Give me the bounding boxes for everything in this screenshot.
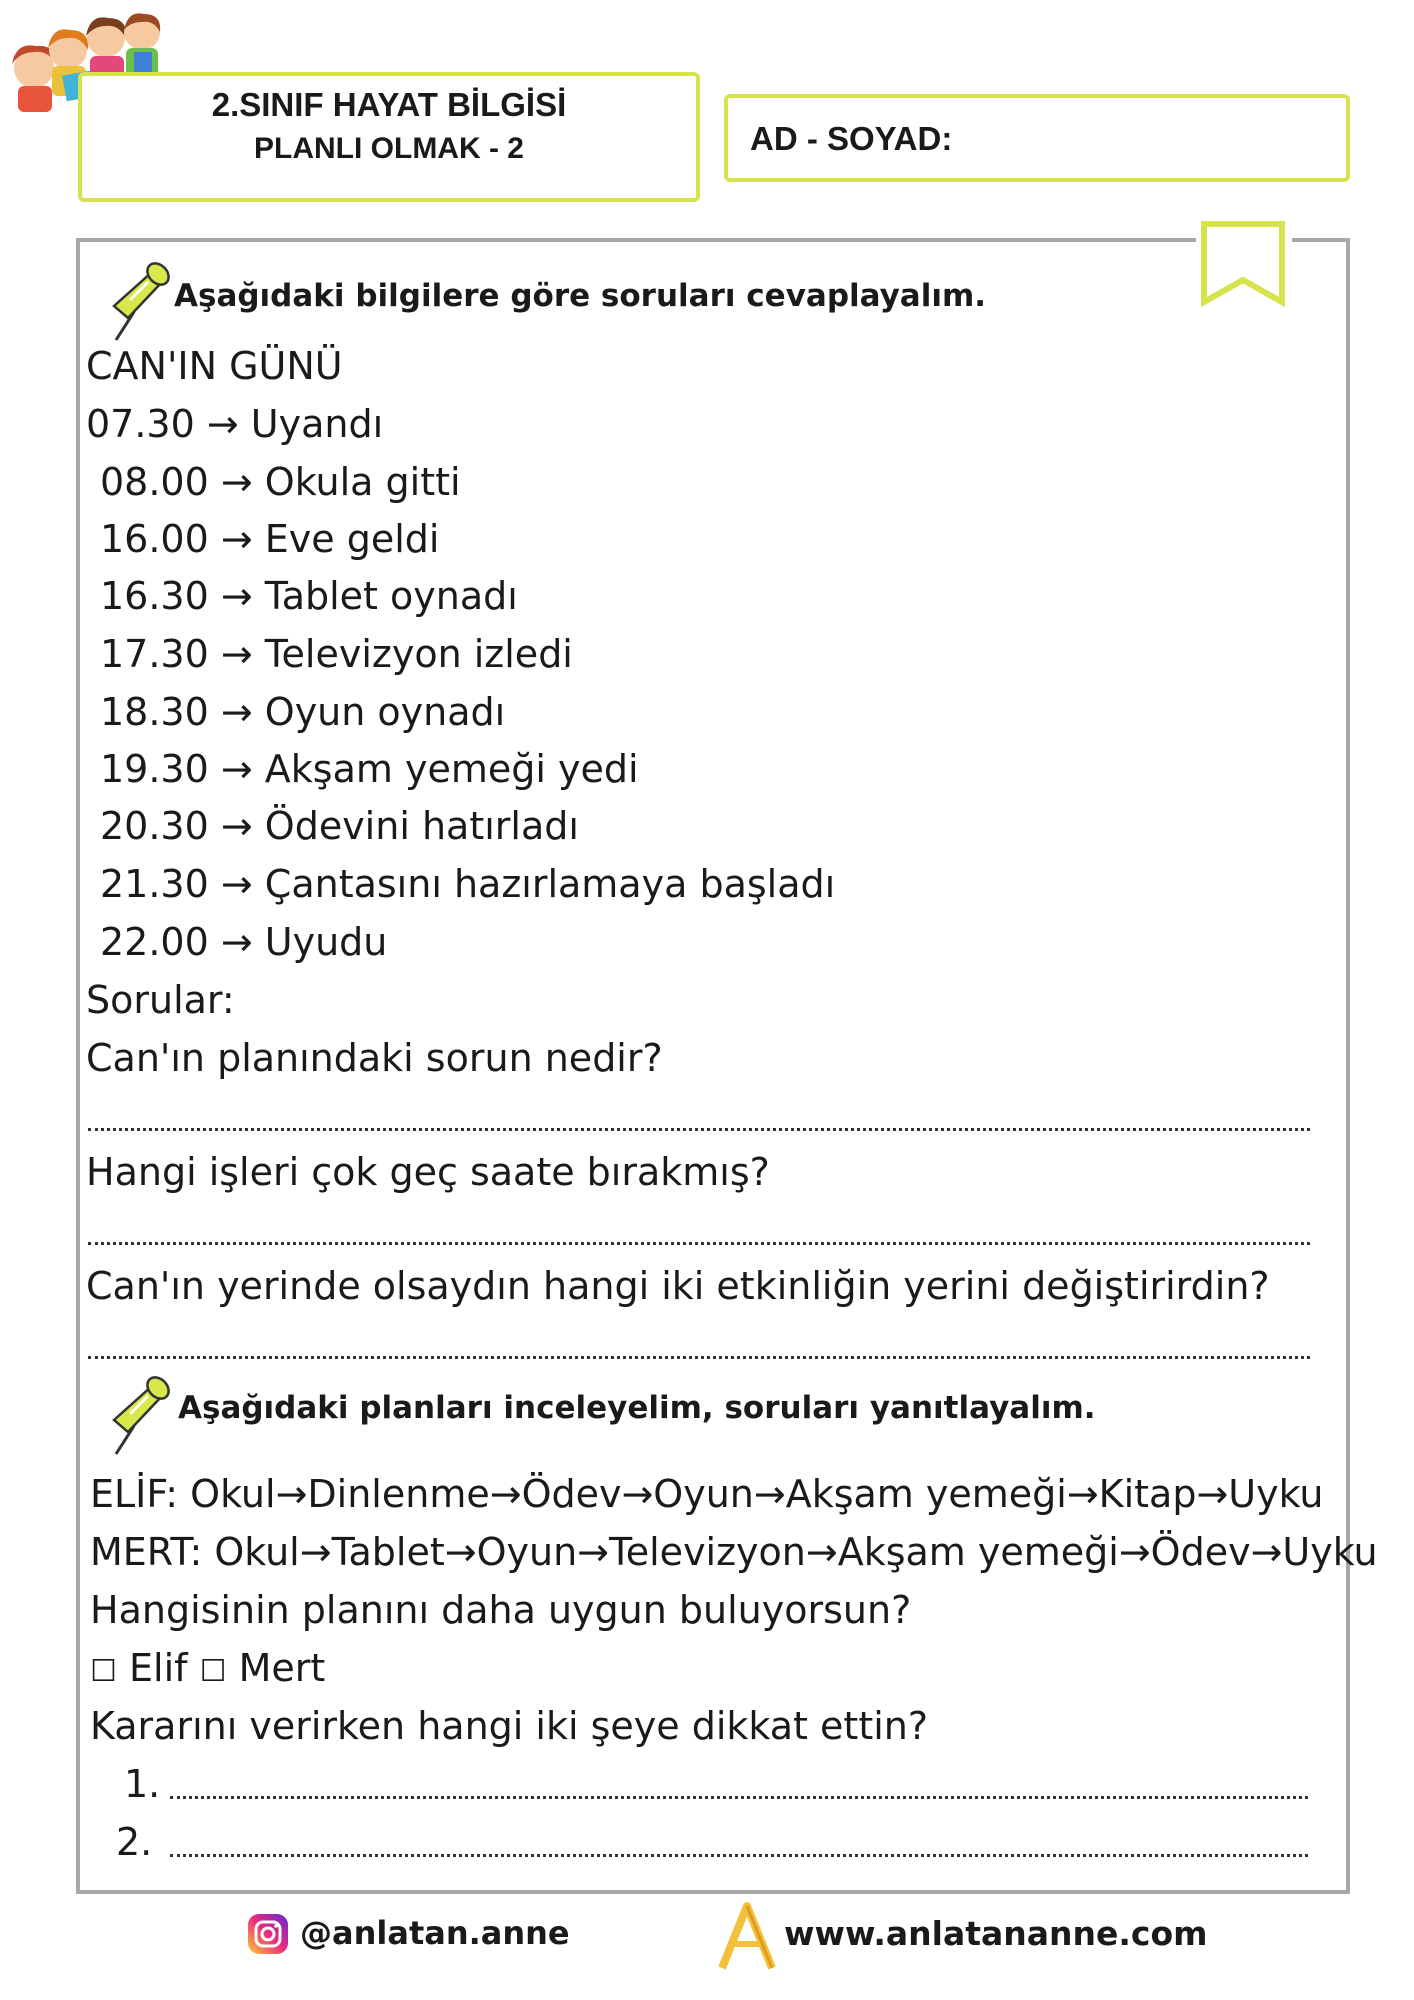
questions-label: Sorular: bbox=[86, 978, 235, 1022]
question-3: Can'ın yerinde olsaydın hangi iki etkinliğin yerini değiştirirdin? bbox=[86, 1264, 1270, 1308]
schedule-item: 21.30 → Çantasını hazırlamaya başladı bbox=[100, 862, 836, 906]
instagram-icon bbox=[246, 1912, 290, 1956]
elif-plan: ELİF: Okul→Dinlenme→Ödev→Oyun→Akşam yemeği→Kitap→Uyku bbox=[90, 1472, 1324, 1516]
answer-number-1: 1. bbox=[124, 1762, 161, 1806]
plan-options bbox=[90, 1646, 325, 1690]
question-2: Hangi işleri çok geç saate bırakmış? bbox=[86, 1150, 770, 1194]
answer-line-5[interactable] bbox=[170, 1854, 1308, 1857]
schedule-item: 18.30 → Oyun oynadı bbox=[100, 690, 506, 734]
schedule-item: 17.30 → Televizyon izledi bbox=[100, 632, 573, 676]
answer-line-1[interactable] bbox=[88, 1128, 1310, 1131]
anlatananne-logo-icon bbox=[714, 1900, 780, 1972]
comparison-question: Hangisinin planını daha uygun buluyorsun? bbox=[90, 1588, 912, 1632]
schedule-item: 16.30 → Tablet oynadı bbox=[100, 574, 518, 618]
name-surname-box[interactable] bbox=[724, 94, 1350, 182]
bookmark-icon bbox=[1196, 218, 1292, 310]
schedule-item: 08.00 → Okula gitti bbox=[100, 460, 461, 504]
push-pin-icon bbox=[100, 1370, 176, 1460]
website-link[interactable]: www.anlatananne.com bbox=[784, 1914, 1208, 1953]
instagram-handle[interactable]: @anlatan.anne bbox=[300, 1914, 570, 1952]
schedule-item: 22.00 → Uyudu bbox=[100, 920, 388, 964]
schedule-item: 20.30 → Ödevini hatırladı bbox=[100, 804, 579, 848]
name-surname-label: AD - SOYAD: bbox=[750, 120, 953, 157]
answer-line-3[interactable] bbox=[88, 1356, 1310, 1359]
worksheet-subtitle: PLANLI OLMAK - 2 bbox=[254, 132, 524, 165]
schedule-item: 19.30 → Akşam yemeği yedi bbox=[100, 747, 639, 791]
answer-line-2[interactable] bbox=[88, 1242, 1310, 1245]
worksheet-title: 2.SINIF HAYAT BİLGİSİ bbox=[211, 86, 567, 123]
elif-option-label: Elif bbox=[129, 1646, 188, 1690]
answer-number-2: 2. bbox=[116, 1820, 153, 1864]
push-pin-icon bbox=[100, 256, 176, 346]
mert-checkbox[interactable]: ☐ bbox=[199, 1654, 227, 1689]
question-1: Can'ın planındaki sorun nedir? bbox=[86, 1036, 663, 1080]
schedule-item: 07.30 → Uyandı bbox=[86, 402, 384, 446]
schedule-item: 16.00 → Eve geldi bbox=[100, 517, 440, 561]
worksheet-title-box bbox=[78, 72, 700, 202]
mert-option-label: Mert bbox=[238, 1646, 326, 1690]
answer-line-4[interactable] bbox=[170, 1796, 1308, 1799]
elif-checkbox[interactable]: ☐ bbox=[90, 1654, 117, 1689]
decision-question: Kararını verirken hangi iki şeye dikkat ettin? bbox=[90, 1704, 929, 1748]
section1-instruction: Aşağıdaki bilgilere göre soruları cevaplayalım. bbox=[174, 278, 987, 314]
section2-instruction: Aşağıdaki planları inceleyelim, soruları yanıtlayalım. bbox=[178, 1390, 1096, 1426]
schedule-heading: CAN'IN GÜNÜ bbox=[86, 344, 343, 388]
mert-plan: MERT: Okul→Tablet→Oyun→Televizyon→Akşam yemeği→Ödev→Uyku bbox=[90, 1530, 1378, 1574]
